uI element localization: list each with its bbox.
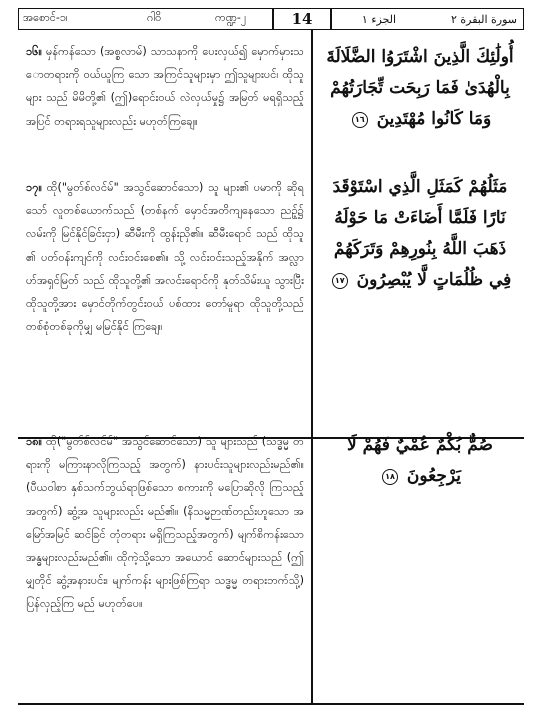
book-volume-label: အစောင်-၁၊ (23, 11, 68, 24)
juz-label: الجزء ١ (361, 12, 397, 26)
surah-label: سورة البقرة ٢ (450, 12, 517, 26)
arabic-verse (320, 172, 520, 296)
translation-text: ထို("မွတ်စ်လင်မ်" အသွင်ဆောင်သော) သူ များသည် (သဒ္ဓမ္မ တရားကို မကြားနာလိုကြသည့် အတွက်) နားပင်းသူများလည်းမည်၏။ (ပီယဝါစာ နှစ်သက်ဘွယ်ရာဖြစ်သော စကားကို မပြောဆိုလို ကြသည့်အတွက်) ဆွံ့အ သူများလည်း မည်၏။ (နိသမ္မဉာဏ်တည်းဟူသော အမြော်အမြင် ဆင်ခြင် တုံတရား မရှိကြသည့်အတွက်) မျက်စိကန်းသော အန္ဓများလည်းမည်၏။ ထိုကဲ့သို့သော အယောင် ဆောင်များသည် (ဤမျှတိုင် ဆွံ့အနားပင်း၊ မျက်ကန်း များဖြစ်ကြရာ သဒ္ဓမ္မ တရားဘက်သို့) ပြန်လှည့်ကြ မည် မဟုတ်ပေ။ (26, 435, 305, 611)
arabic-text: صُمٌّ بُكْمٌ عُمْيٌ فَهُمْ لَا يَرْجِعُونَ (347, 435, 493, 486)
column-divider (311, 30, 313, 704)
ayah-number-marker: ١٦ (352, 112, 368, 128)
section-divider (18, 703, 524, 705)
verse-translation (26, 40, 304, 133)
verse-number: ၁၆။ (26, 45, 42, 58)
section-label: ကဏ္ဍ-၂ (215, 11, 247, 24)
translation-text: ထို("မွတ်စ်လင်မ်" အသွင်ဆောင်သော) သူ များ၏ ပမာကို ဆိုရသော် လူတစ်ယောက်သည် (တစ်နက် မှောင်အတိကျနေသော ညဉ့်၌ လမ်းကို မြင်နိုင်ခြင်းငှာ) ဆီမီးကို ထွန်းညှိ၏။ ဆီမီးရောင် သည် ထိုသူ၏ ပတ်ဝန်းကျင်ကို လင်းဝင်းစေ၏။ သို့ လင်းဝင်းသည့်အနိုက် အလ္လာဟ်အရှင်မြတ် သည် ထိုသူတို့၏ အလင်းရောင်ကို နုတ်သိမ်းယူ သွားပြီး ထိုသူတို့အား မှောင်တိုက်တွင်းဝယ် ပစ်ထား တော်မူရာ ထိုသူတို့သည် တစ်စုံတစ်ခုကိုမျှ မမြင်နိုင် ကြချေ။ (26, 181, 304, 334)
page-header (18, 8, 524, 30)
verse-translation (26, 176, 304, 338)
arabic-verse (320, 430, 520, 492)
page-number: 14 (291, 10, 313, 28)
arabic-text: مَثَلُهُمْ كَمَثَلِ الَّذِي اسْتَوْقَدَ نَارًا فَلَمَّا أَضَاءَتْ مَا حَوْلَهُ ذَهَبَ اللَّهُ بِنُورِهِمْ وَتَرَكَهُمْ فِي ظُلُمَاتٍ لَّا يُبْصِرُونَ (332, 177, 512, 290)
ayah-number-marker: ١٧ (332, 273, 348, 289)
translation-text: မှန်ကန်သော (အစ္စလာမ်) သာသနာကို ပေးလှယ်၍ မှောက်မှားသောတရားကို ဝယ်ယူကြ သော အကြင်သူများမှာ ဤသူများပင်၊ ထိုသူများ သည် မိမိတို့၏ (ဤ)ရောင်းဝယ် လဲလှယ်မှု၌ အမြတ် မရရှိသည့်အပြင် တရားရသူများလည်း မဟုတ်ကြချေ။ (26, 45, 304, 128)
verse-translation (26, 430, 304, 616)
arabic-text: أُولَٰئِكَ الَّذِينَ اشْتَرَوُا الضَّلَالَةَ بِالْهُدَىٰ فَمَا رَبِحَت تِّجَارَتُهُمْ وَمَا كَانُوا مُهْتَدِينَ (326, 47, 514, 129)
verse-number: ၁၈။ (26, 435, 43, 448)
ayah-number-marker: ١٨ (382, 469, 398, 485)
chapter-label: ဂါဝိ (147, 11, 162, 24)
verse-number: ၁၇။ (26, 181, 42, 194)
header-divider (330, 9, 332, 29)
arabic-verse (320, 42, 520, 135)
